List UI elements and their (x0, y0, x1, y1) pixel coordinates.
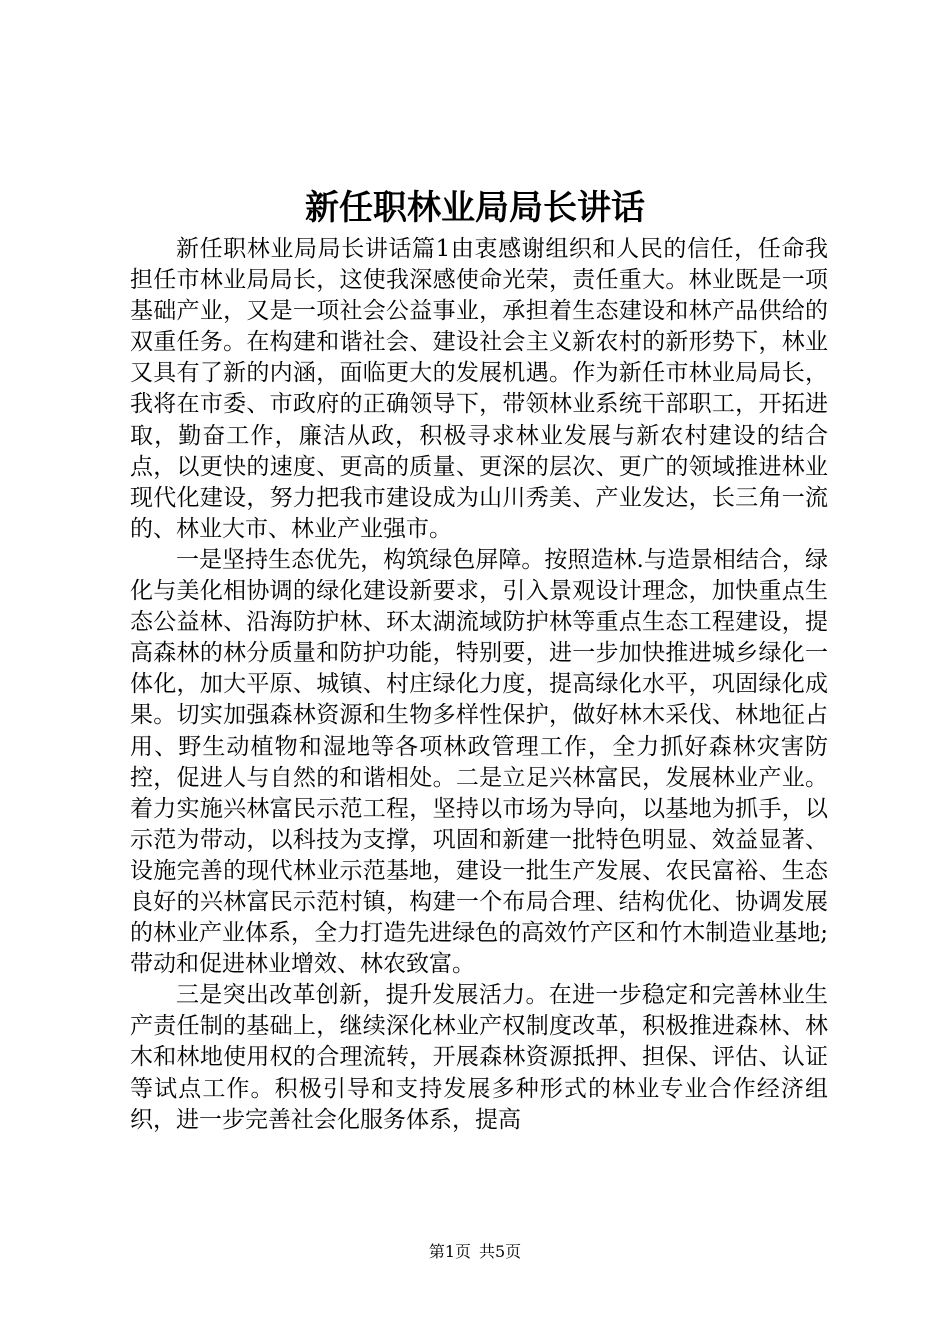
paragraph-1: 新任职林业局局长讲话篇1由衷感谢组织和人民的信任，任命我担任市林业局局长，这使我深感使命光荣，责任重大。林业既是一项基础产业，又是一项社会公益事业，承担着生态建设和林产品供给的双重任务。在构建和谐社会、建设社会主义新农村的新形势下，林业又具有了新的内涵，面临更大的发展机遇。作为新任市林业局局长，我将在市委、市政府的正确领导下，带领林业系统干部职工，开拓进取，勤奋工作，廉洁从政，积极寻求林业发展与新农村建设的结合点，以更快的速度、更高的质量、更深的层次、更广的领域推进林业现代化建设，努力把我市建设成为山川秀美、产业发达，长三角一流的、林业大市、林业产业强市。 (130, 236, 828, 542)
page-number: 第1页 (428, 1242, 471, 1261)
document-title: 新任职林业局局长讲话 (305, 188, 645, 228)
paragraph-3: 三是突出改革创新，提升发展活力。在进一步稳定和完善林业生产责任制的基础上，继续深化林业产权制度改革，积极推进森林、林木和林地使用权的合理流转，开展森林资源抵押、担保、评估、认证等试点工作。积极引导和支持发展多种形式的林业专业合作经济组织，进一步完善社会化服务体系，提高 (130, 982, 828, 1133)
page-footer (0, 1241, 950, 1263)
document-body (130, 234, 828, 1136)
paragraph-2: 一是坚持生态优先，构筑绿色屏障。按照造林.与造景相结合，绿化与美化相协调的绿化建设新要求，引入景观设计理念，加快重点生态公益林、沿海防护林、环太湖流域防护林等重点生态工程建设，提高森林的林分质量和防护功能，特别要，进一步加快推进城乡绿化一体化，加大平原、城镇、村庄绿化力度，提高绿化水平，巩固绿化成果。切实加强森林资源和生物多样性保护，做好林木采伐、林地征占用、野生动植物和湿地等各项林政管理工作，全力抓好森林灾害防控，促进人与自然的和谐相处。二是立足兴林富民，发展林业产业。着力实施兴林富民示范工程，坚持以市场为导向，以基地为抓手，以示范为带动，以科技为支撑，巩固和新建一批特色明显、效益显著、设施完善的现代林业示范基地，建设一批生产发展、农民富裕、生态良好的兴林富民示范村镇，构建一个布局合理、结构优化、协调发展的林业产业体系，全力打造先进绿色的高效竹产区和竹木制造业基地;带动和促进林业增效、林农致富。 (130, 546, 828, 978)
page-total: 共5页 (479, 1242, 522, 1261)
